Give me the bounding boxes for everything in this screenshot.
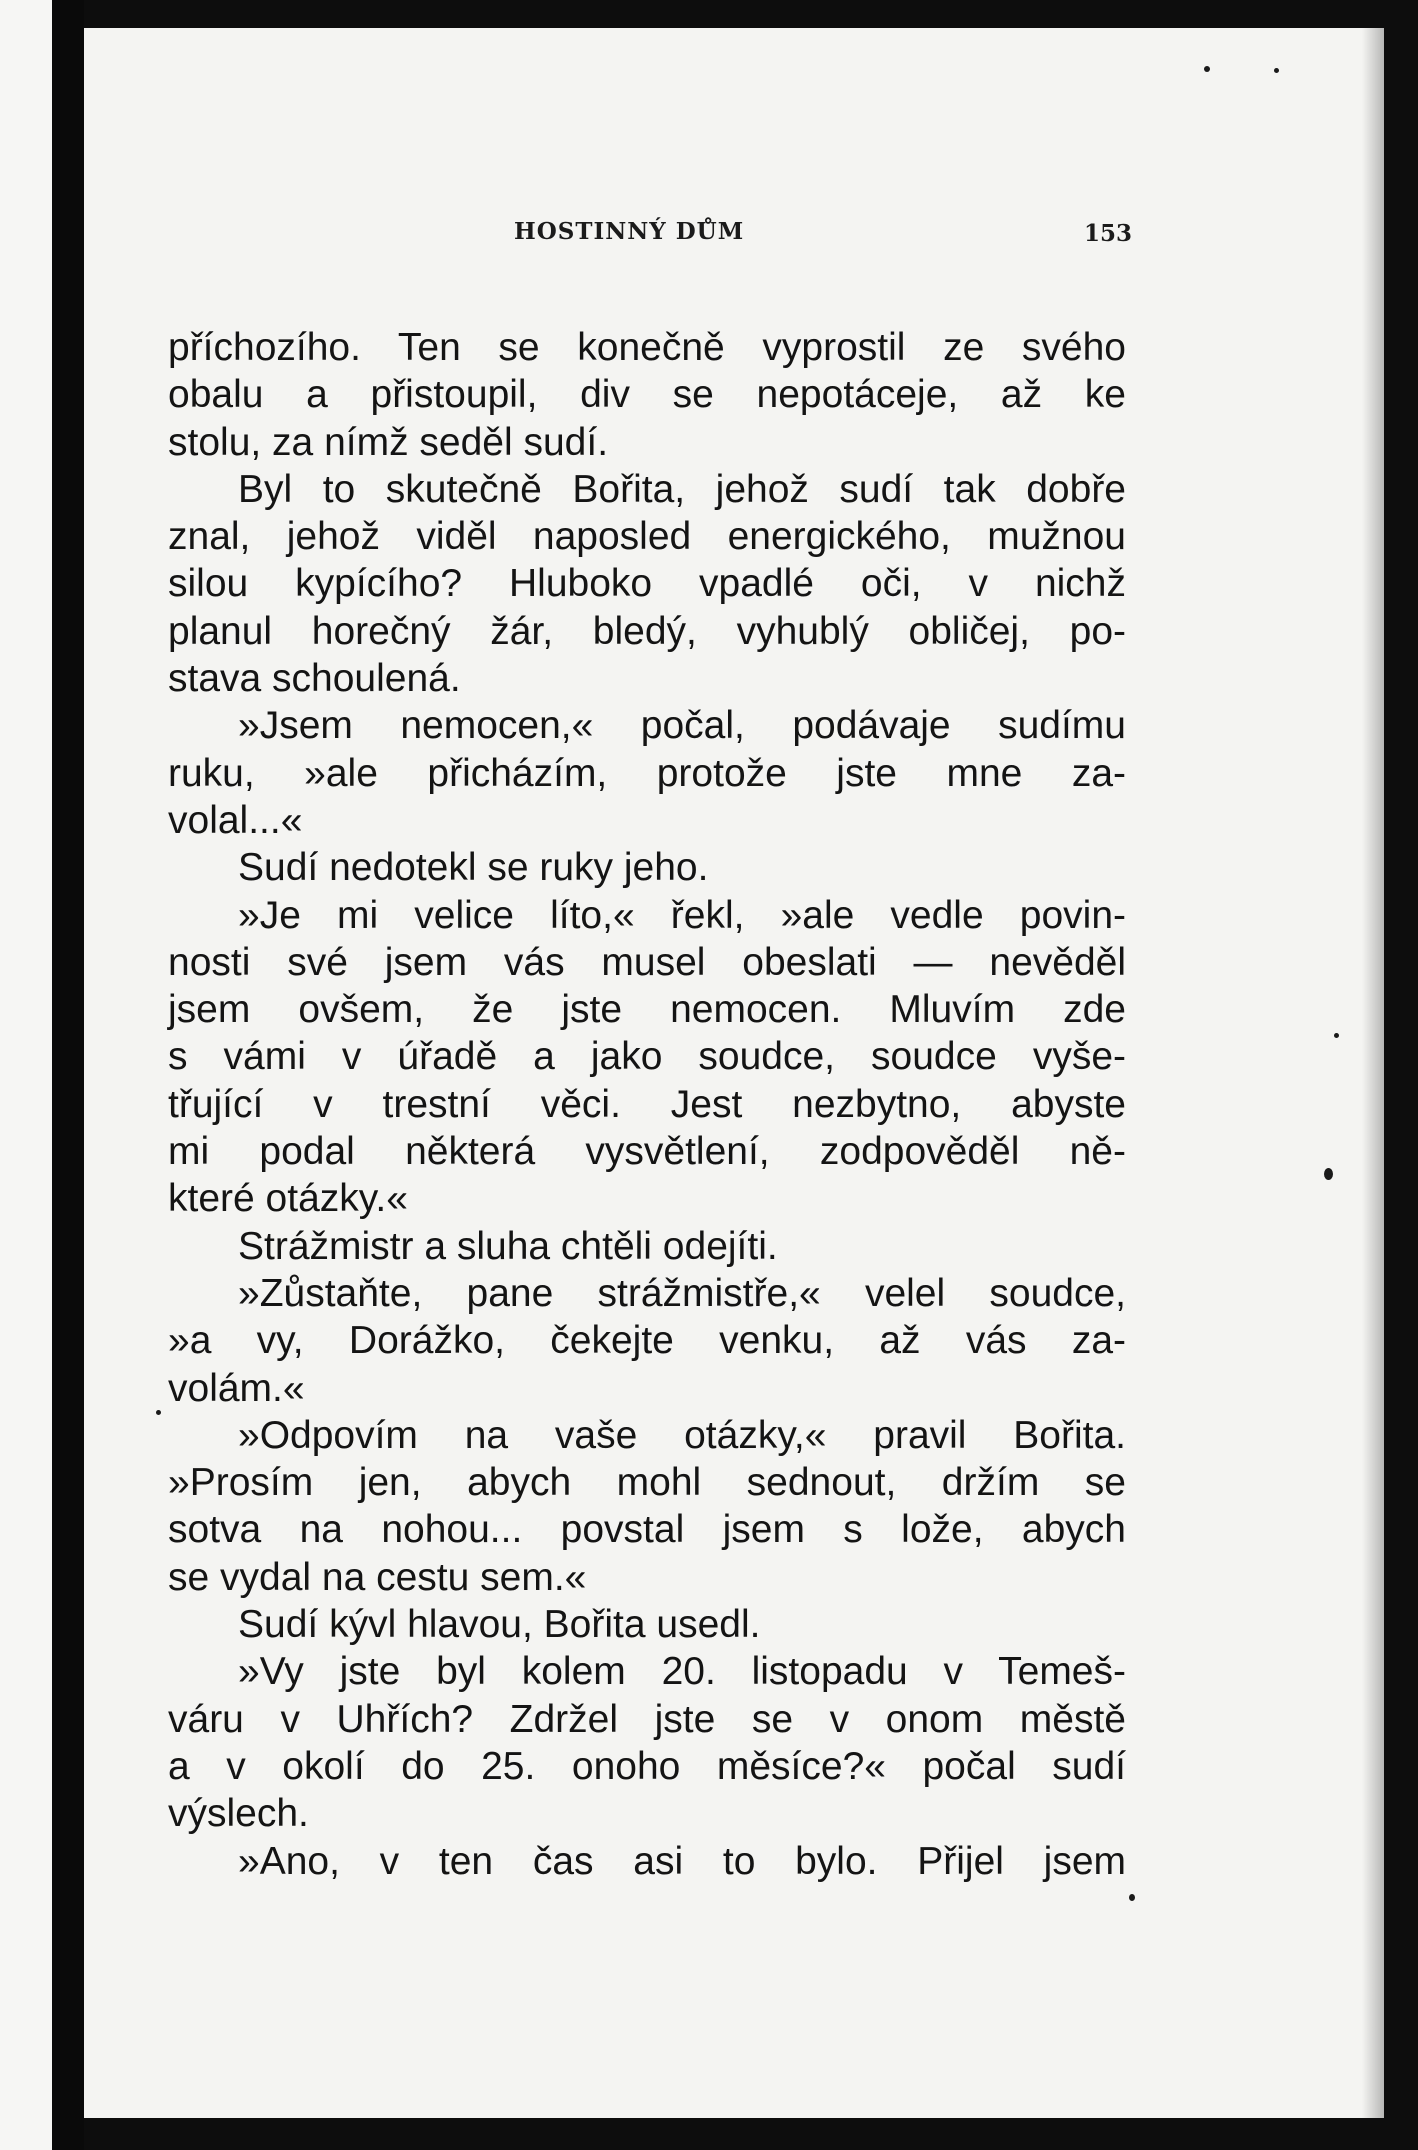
text-line: volal...«: [168, 798, 303, 842]
body-text: [168, 324, 1126, 1885]
text-line: Sudí kývl hlavou, Bořita usedl.: [238, 1603, 761, 1647]
text-line: ruku, »ale přicházím, protože jste mne za-: [168, 751, 1126, 795]
scan-speck: [1274, 68, 1279, 73]
book-page: [84, 28, 1384, 2118]
binding-shadow: [52, 0, 84, 2150]
text-line: »Je mi velice líto,« řekl, »ale vedle povin-: [238, 893, 1126, 937]
text-line: a v okolí do 25. onoho měsíce?« počal sudí: [168, 1744, 1126, 1788]
text-line: silou kypícího? Hluboko vpadlé oči, v nichž: [168, 562, 1126, 606]
text-line: Sudí nedotekl se ruky jeho.: [238, 846, 709, 890]
text-line: »Vy jste byl kolem 20. listopadu v Temeš-: [238, 1650, 1126, 1694]
text-line: »Jsem nemocen,« počal, podávaje sudímu: [238, 704, 1126, 748]
running-head: HOSTINNÝ DŮM: [514, 218, 745, 245]
text-line: obalu a přistoupil, div se nepotáceje, až ke: [168, 373, 1126, 417]
page-number: 153: [1084, 220, 1133, 247]
text-line: stava schoulená.: [168, 657, 461, 701]
text-line: s vámi v úřadě a jako soudce, soudce vyše-: [168, 1035, 1126, 1079]
text-line: nosti své jsem vás musel obeslati — nevěděl: [168, 940, 1126, 984]
scan-speck: [1334, 1033, 1339, 1038]
text-line: znal, jehož viděl naposled energického, mužnou: [168, 515, 1126, 559]
text-line: které otázky.«: [168, 1177, 408, 1221]
text-line: planul horečný žár, bledý, vyhublý obličej, po-: [168, 609, 1126, 653]
text-line: výslech.: [168, 1792, 309, 1836]
text-line: Strážmistr a sluha chtěli odejíti.: [238, 1224, 778, 1268]
text-line: mi podal některá vysvětlení, zodpověděl ně-: [168, 1130, 1126, 1174]
text-line: »Zůstaňte, pane strážmistře,« velel soudce,: [238, 1271, 1126, 1315]
text-line: příchozího. Ten se konečně vyprostil ze svého: [168, 326, 1126, 369]
text-line: »Ano, v ten čas asi to bylo. Přijel jsem: [238, 1839, 1126, 1883]
text-line: Byl to skutečně Bořita, jehož sudí tak dobře: [238, 467, 1126, 511]
scan-speck: [156, 1410, 161, 1415]
text-line: se vydal na cestu sem.«: [168, 1555, 587, 1599]
text-line: váru v Uhřích? Zdržel jste se v onom městě: [168, 1697, 1126, 1741]
text-line: sotva na nohou... povstal jsem s lože, abych: [168, 1508, 1126, 1552]
text-line: volám.«: [168, 1366, 305, 1410]
scan-speck: [1129, 1894, 1135, 1901]
text-line: třující v trestní věci. Jest nezbytno, abyste: [168, 1082, 1126, 1126]
text-line: jsem ovšem, že jste nemocen. Mluvím zde: [168, 988, 1126, 1032]
text-line: stolu, za nímž seděl sudí.: [168, 420, 609, 464]
text-line: »a vy, Dorážko, čekejte venku, až vás za-: [168, 1319, 1126, 1363]
scan-speck: [1204, 66, 1210, 72]
scan-speck: [1324, 1168, 1333, 1180]
facing-page-edge: [0, 0, 52, 2150]
text-line: »Prosím jen, abych mohl sednout, držím se: [168, 1461, 1126, 1505]
text-line: »Odpovím na vaše otázky,« pravil Bořita.: [238, 1413, 1126, 1457]
